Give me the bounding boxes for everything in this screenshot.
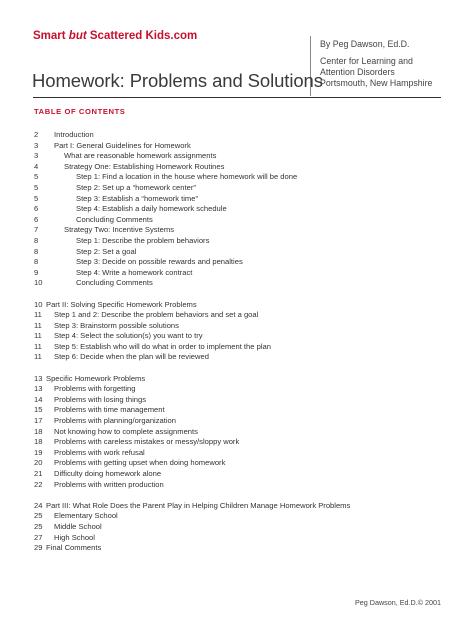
toc-page-number: 11 xyxy=(34,352,42,362)
toc-entry-text: Step 1: Describe the problem behaviors xyxy=(76,235,210,245)
toc-entry xyxy=(34,268,454,279)
toc-entry xyxy=(34,310,454,321)
toc-entry xyxy=(34,215,454,226)
toc-page-number: 7 xyxy=(34,225,39,235)
toc-page-number: 25 xyxy=(34,521,43,531)
toc-entry-text: Concluding Comments xyxy=(76,278,153,288)
toc-entry-text: Concluding Comments xyxy=(76,214,153,224)
toc-entry xyxy=(34,321,454,332)
toc-entry xyxy=(34,352,454,363)
brand-emphasis: but xyxy=(68,30,87,42)
org-line: Attention Disorders xyxy=(320,67,395,77)
toc-entry-text: Strategy One: Establishing Homework Routines xyxy=(64,161,225,171)
toc-page-number: 9 xyxy=(34,267,39,277)
toc-page-number: 5 xyxy=(34,182,39,192)
toc-entry xyxy=(34,405,454,416)
toc-entry-text: Step 2: Set up a “homework center” xyxy=(76,182,196,192)
toc-entry xyxy=(34,458,454,469)
document-title: Homework: Problems and Solutions xyxy=(32,70,323,91)
org-line: Portsmouth, New Hampshire xyxy=(320,78,433,88)
toc-page-number: 11 xyxy=(34,320,42,330)
toc-entry xyxy=(34,331,454,342)
toc-entry-text: Problems with careless mistakes or messy/sloppy work xyxy=(54,437,240,447)
toc-heading: TABLE OF CONTENTS xyxy=(34,107,126,116)
toc-entry-text: Problems with planning/organization xyxy=(54,416,176,426)
toc-entry-text: Introduction xyxy=(54,130,94,139)
brand-suffix: Scattered Kids.com xyxy=(86,30,198,42)
toc-page-number: 15 xyxy=(34,405,43,415)
toc-page-number: 10 xyxy=(34,299,43,309)
toc-entry-text: Step 4: Select the solution(s) you want to try xyxy=(54,331,203,341)
toc-entry-text: Step 2: Set a goal xyxy=(76,246,137,256)
brand-prefix: Smart xyxy=(33,30,69,42)
toc-entry xyxy=(34,511,454,522)
toc-entry xyxy=(34,278,454,289)
toc-entry xyxy=(34,183,454,194)
toc-spacer xyxy=(34,363,454,374)
toc-entry xyxy=(34,448,454,459)
toc-entry-text: Step 1: Find a location in the house where homework will be done xyxy=(76,172,298,182)
toc-entry xyxy=(34,172,454,183)
toc-entry-text: Step 4: Establish a daily homework schedule xyxy=(76,204,227,214)
toc-page-number: 6 xyxy=(34,204,39,214)
toc-entry-text: Step 3: Decide on possible rewards and penalties xyxy=(76,257,243,267)
toc-entry xyxy=(34,501,454,512)
toc-entry xyxy=(34,416,454,427)
toc-page-number: 20 xyxy=(34,458,43,468)
toc-entry xyxy=(34,533,454,544)
toc-entry-text: High School xyxy=(54,532,95,542)
toc-entry xyxy=(34,194,454,205)
toc-entry xyxy=(34,204,454,215)
toc-entry-text: Step 6: Decide when the plan will be reviewed xyxy=(54,352,209,362)
title-rule xyxy=(33,97,441,98)
toc-entry-text: Problems with work refusal xyxy=(54,447,145,457)
table-of-contents xyxy=(34,130,454,554)
toc-page-number: 8 xyxy=(34,257,39,267)
toc-entry xyxy=(34,395,454,406)
toc-entry xyxy=(34,437,454,448)
toc-entry xyxy=(34,257,454,268)
toc-entry-text: Part I: General Guidelines for Homework xyxy=(54,140,191,150)
toc-entry xyxy=(34,247,454,258)
toc-entry-text: What are reasonable homework assignments xyxy=(64,151,217,161)
organization-block xyxy=(320,56,432,89)
toc-entry-text: Final Comments xyxy=(46,543,102,553)
toc-page-number: 19 xyxy=(34,447,43,457)
toc-entry-text: Problems with getting upset when doing homework xyxy=(54,458,226,468)
org-line: Center for Learning and xyxy=(320,56,413,66)
toc-page-number: 18 xyxy=(34,437,43,447)
toc-page-number: 11 xyxy=(34,310,42,320)
toc-entry-text: Problems with losing things xyxy=(54,394,147,404)
toc-entry-text: Step 3: Brainstorm possible solutions xyxy=(54,320,179,330)
copyright-footer: Peg Dawson, Ed.D.© 2001 xyxy=(354,598,441,607)
toc-entry xyxy=(34,469,454,480)
author-line: By Peg Dawson, Ed.D. xyxy=(320,39,410,49)
toc-page-number: 6 xyxy=(34,214,39,224)
toc-page-number: 25 xyxy=(34,511,43,521)
toc-page-number: 27 xyxy=(34,532,43,542)
toc-entry xyxy=(34,427,454,438)
toc-page-number: 3 xyxy=(34,140,39,150)
toc-entry-text: Strategy Two: Incentive Systems xyxy=(64,225,175,235)
toc-entry xyxy=(34,141,454,152)
toc-entry xyxy=(34,225,454,236)
toc-entry xyxy=(34,384,454,395)
toc-entry-text: Problems with time management xyxy=(54,405,165,415)
toc-entry xyxy=(34,522,454,533)
toc-page-number: 4 xyxy=(34,161,39,171)
toc-page-number: 13 xyxy=(34,373,43,383)
toc-entry-text: Part III: What Role Does the Parent Play in Helping Children Manage Homework Problems xyxy=(46,500,351,510)
toc-page-number: 29 xyxy=(34,543,43,553)
toc-entry xyxy=(34,374,454,385)
toc-entry-text: Problems with forgetting xyxy=(54,384,136,394)
toc-page-number: 8 xyxy=(34,235,39,245)
toc-entry-text: Step 3: Establish a “homework time” xyxy=(76,193,198,203)
toc-entry xyxy=(34,236,454,247)
toc-page-number: 8 xyxy=(34,246,39,256)
toc-entry-text: Problems with written production xyxy=(54,479,164,489)
toc-page-number: 5 xyxy=(34,172,39,182)
toc-entry-text: Step 5: Establish who will do what in order to implement the plan xyxy=(54,341,271,351)
toc-entry xyxy=(34,300,454,311)
toc-entry xyxy=(34,543,454,554)
toc-page-number: 18 xyxy=(34,426,43,436)
toc-page-number: 3 xyxy=(34,151,39,161)
toc-entry xyxy=(34,151,454,162)
toc-page-number: 10 xyxy=(34,278,43,288)
toc-page-number: 22 xyxy=(34,479,43,489)
toc-entry-text: Part II: Solving Specific Homework Problems xyxy=(46,299,197,309)
toc-entry-text: Difficulty doing homework alone xyxy=(54,469,162,478)
toc-entry xyxy=(34,480,454,491)
toc-entry-text: Step 4: Write a homework contract xyxy=(76,267,193,277)
toc-entry-text: Middle School xyxy=(54,521,102,531)
toc-page-number: 13 xyxy=(34,384,43,394)
toc-entry xyxy=(34,342,454,353)
toc-entry-text: Not knowing how to complete assignments xyxy=(54,426,198,436)
brand-logo xyxy=(33,30,197,42)
toc-page-number: 11 xyxy=(34,341,42,351)
toc-page-number: 14 xyxy=(34,394,43,404)
toc-spacer xyxy=(34,289,454,300)
toc-page-number: 11 xyxy=(34,331,42,341)
toc-page-number: 5 xyxy=(34,193,39,203)
toc-page-number: 17 xyxy=(34,416,43,426)
toc-entry-text: Step 1 and 2: Describe the problem behaviors and set a goal xyxy=(54,310,259,320)
toc-entry-text: Specific Homework Problems xyxy=(46,373,146,383)
toc-entry xyxy=(34,162,454,173)
toc-entry-text: Elementary School xyxy=(54,511,118,521)
toc-page-number: 2 xyxy=(34,130,39,139)
toc-page-number: 24 xyxy=(34,500,43,510)
toc-page-number: 21 xyxy=(34,469,43,478)
toc-spacer xyxy=(34,490,454,501)
toc-entry xyxy=(34,130,454,141)
